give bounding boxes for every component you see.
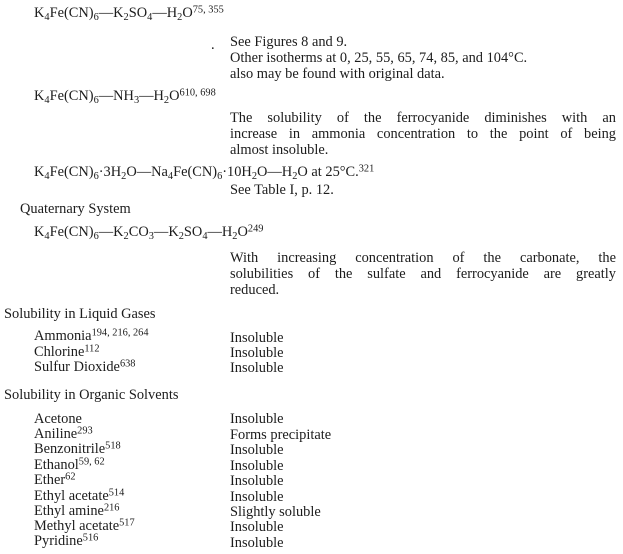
solubility-value: Slightly soluble	[230, 504, 321, 520]
solvent-name: Benzonitrile$^{518}$	[34, 440, 121, 457]
solubility-value: Insoluble	[230, 458, 284, 474]
note-line: also may be found with original data.	[230, 66, 445, 82]
solubility-value: Insoluble	[230, 360, 284, 376]
solubility-value: Insoluble	[230, 411, 284, 427]
section-heading-quaternary: Quaternary System	[20, 201, 131, 217]
solubility-value: Insoluble	[230, 442, 284, 458]
solvent-name: Ether$^{62}$	[34, 471, 76, 488]
solvent-name: Ethyl acetate$^{514}$	[34, 487, 125, 504]
solvent-name: Ethyl amine$^{216}$	[34, 502, 120, 519]
solubility-value: Insoluble	[230, 489, 284, 505]
solvent-name: Pyridine$^{516}$	[34, 532, 99, 549]
note-line: The solubility of the ferrocyanide diminishes with an	[230, 110, 616, 126]
formula-k4fecn6-nh3-h2o: $K_4Fe(CN)_6—NH_3—H_2O^{610, 698}$	[34, 87, 216, 106]
note-line: Other isotherms at 0, 25, 55, 65, 74, 85, and 104°C.	[230, 50, 528, 66]
solubility-value: Insoluble	[230, 330, 284, 346]
note-line: solubilities of the sulfate and ferrocyanide are greatly	[230, 266, 616, 282]
solvent-name: Acetone	[34, 411, 82, 427]
note-line: almost insoluble.	[230, 142, 329, 158]
solubility-value: Insoluble	[230, 473, 284, 489]
formula-k4fecn6-k2co3-k2so4-h2o: $K_4Fe(CN)_6—K_2CO_3—K_2SO_4—H_2O^{249}$	[34, 223, 264, 242]
solvent-name: Chlorine$^{112}$	[34, 343, 100, 360]
solubility-value: Insoluble	[230, 519, 284, 535]
solubility-value: Insoluble	[230, 535, 284, 551]
section-heading-organic-solvents: Solubility in Organic Solvents	[4, 387, 179, 403]
note-line: increase in ammonia concentration to the point of being	[230, 126, 616, 142]
solvent-name: Ethanol$^{59, 62}$	[34, 456, 105, 473]
section-heading-liquid-gases: Solubility in Liquid Gases	[4, 306, 156, 322]
solvent-name: Sulfur Dioxide$^{638}$	[34, 358, 136, 375]
solubility-value: Forms precipitate	[230, 427, 332, 443]
solubility-value: Insoluble	[230, 345, 284, 361]
formula-k4fecn6-3h2o-na4fecn6-10h2o: $K_4Fe(CN)_6\cdot 3H_2O—Na_4Fe(CN)_6\cdot 10H_2O—H_2O$ at 25°C.$^{321}$	[34, 163, 375, 182]
note-line: See Table I, p. 12.	[230, 182, 334, 198]
solvent-name: Aniline$^{293}$	[34, 425, 93, 442]
solvent-name: Ammonia$^{194, 216, 264}$	[34, 327, 149, 344]
note-line: reduced.	[230, 282, 280, 298]
solvent-name: Methyl acetate$^{517}$	[34, 517, 135, 534]
note-line: With increasing concentration of the carbonate, the	[230, 250, 616, 266]
note-line: See Figures 8 and 9.	[230, 34, 348, 50]
margin-dot: .	[211, 37, 215, 53]
formula-k4fecn6-k2so4-h2o: $K_4Fe(CN)_6—K_2SO_4—H_2O^{75, 355}$	[34, 4, 224, 23]
